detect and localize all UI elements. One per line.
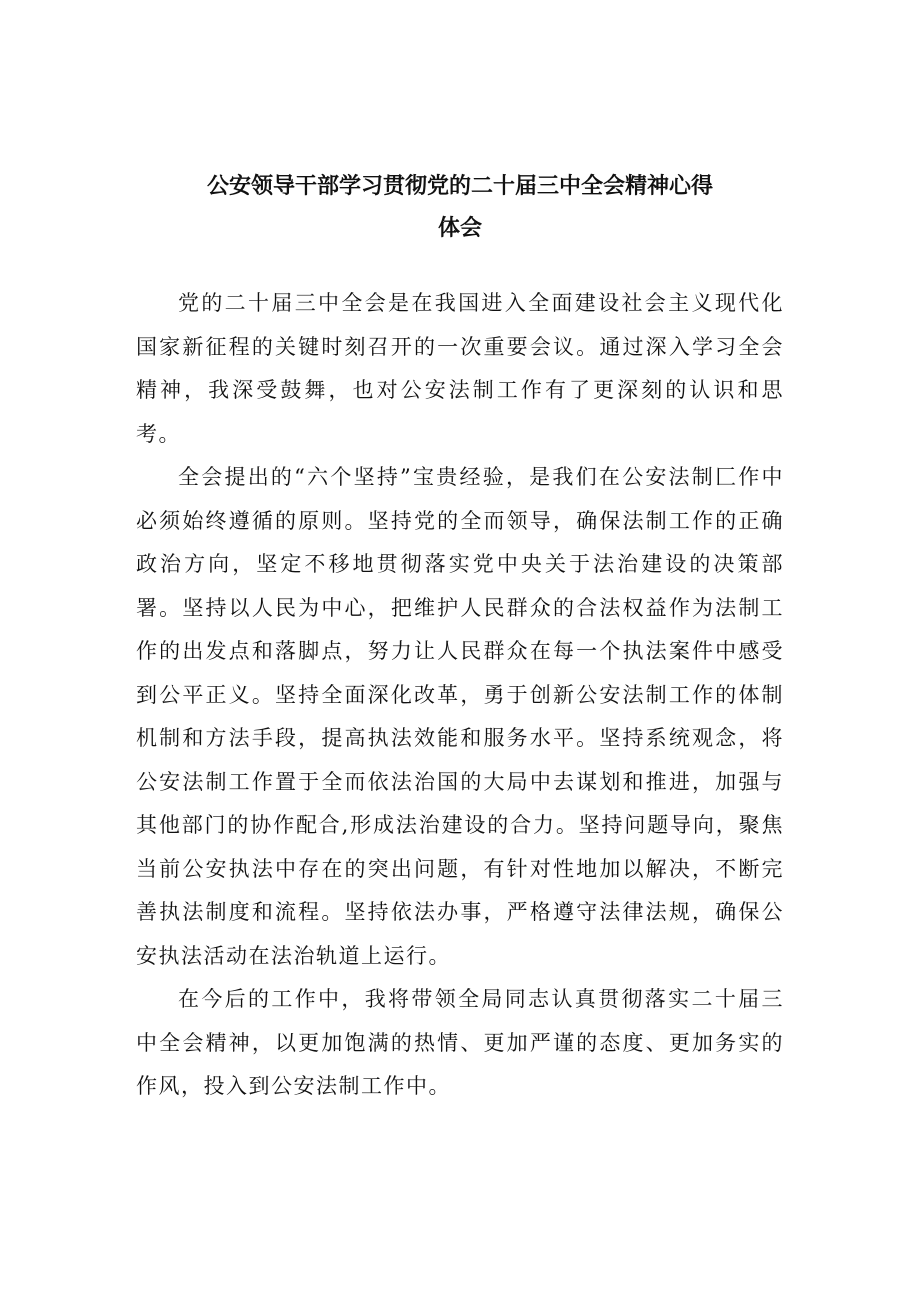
paragraph-six-persistences: 全会提出的“六个坚持”宝贵经验，是我们在公安法制匚作中必须始终遵循的原则。坚持党的全而领导，确保法制工作的正确政治方向，坚定不移地贯彻落实党中央关于法治建设的决策部署。坚持以人民为中心，把维护人民群众的合法权益作为法制工作的出发点和落脚点，努力让人民群众在每一个执法案件中感受到公平正义。坚持全面深化改革，勇于创新公安法制工作的体制机制和方法手段，提高执法效能和服务水平。坚持系统观念，将公安法制工作置于全而依法治国的大局中去谋划和推进，加强与其他部门的协作配合,形成法治建设的合力。坚持问题导向，聚焦当前公安执法中存在的突出问题，有针对性地加以解决，不断完善执法制度和流程。坚持依法办事，严格遵守法律法规，确保公安执法活动在法治轨道上运行。 [136, 465, 784, 968]
document-title [100, 166, 820, 250]
document-body [136, 282, 784, 1109]
title-line-2: 体会 [437, 216, 482, 241]
paragraph-intro: 党的二十届三中全会是在我国进入全面建设社会主义现代化国家新征程的关键时刻召开的一次重要会议。通过深入学习全会精神，我深受鼓舞，也对公安法制工作有了更深刻的认识和思考。 [136, 291, 784, 446]
paragraph-conclusion: 在今后的工作中，我将带领全局同志认真贯彻落实二十届三中全会精神，以更加饱满的热情、更加严谨的态度、更加务实的作风，投入到公安法制工作中。 [136, 987, 784, 1098]
title-line-1: 公安领导干部学习贯彻党的二十届三中全会精神心得 [206, 174, 713, 199]
